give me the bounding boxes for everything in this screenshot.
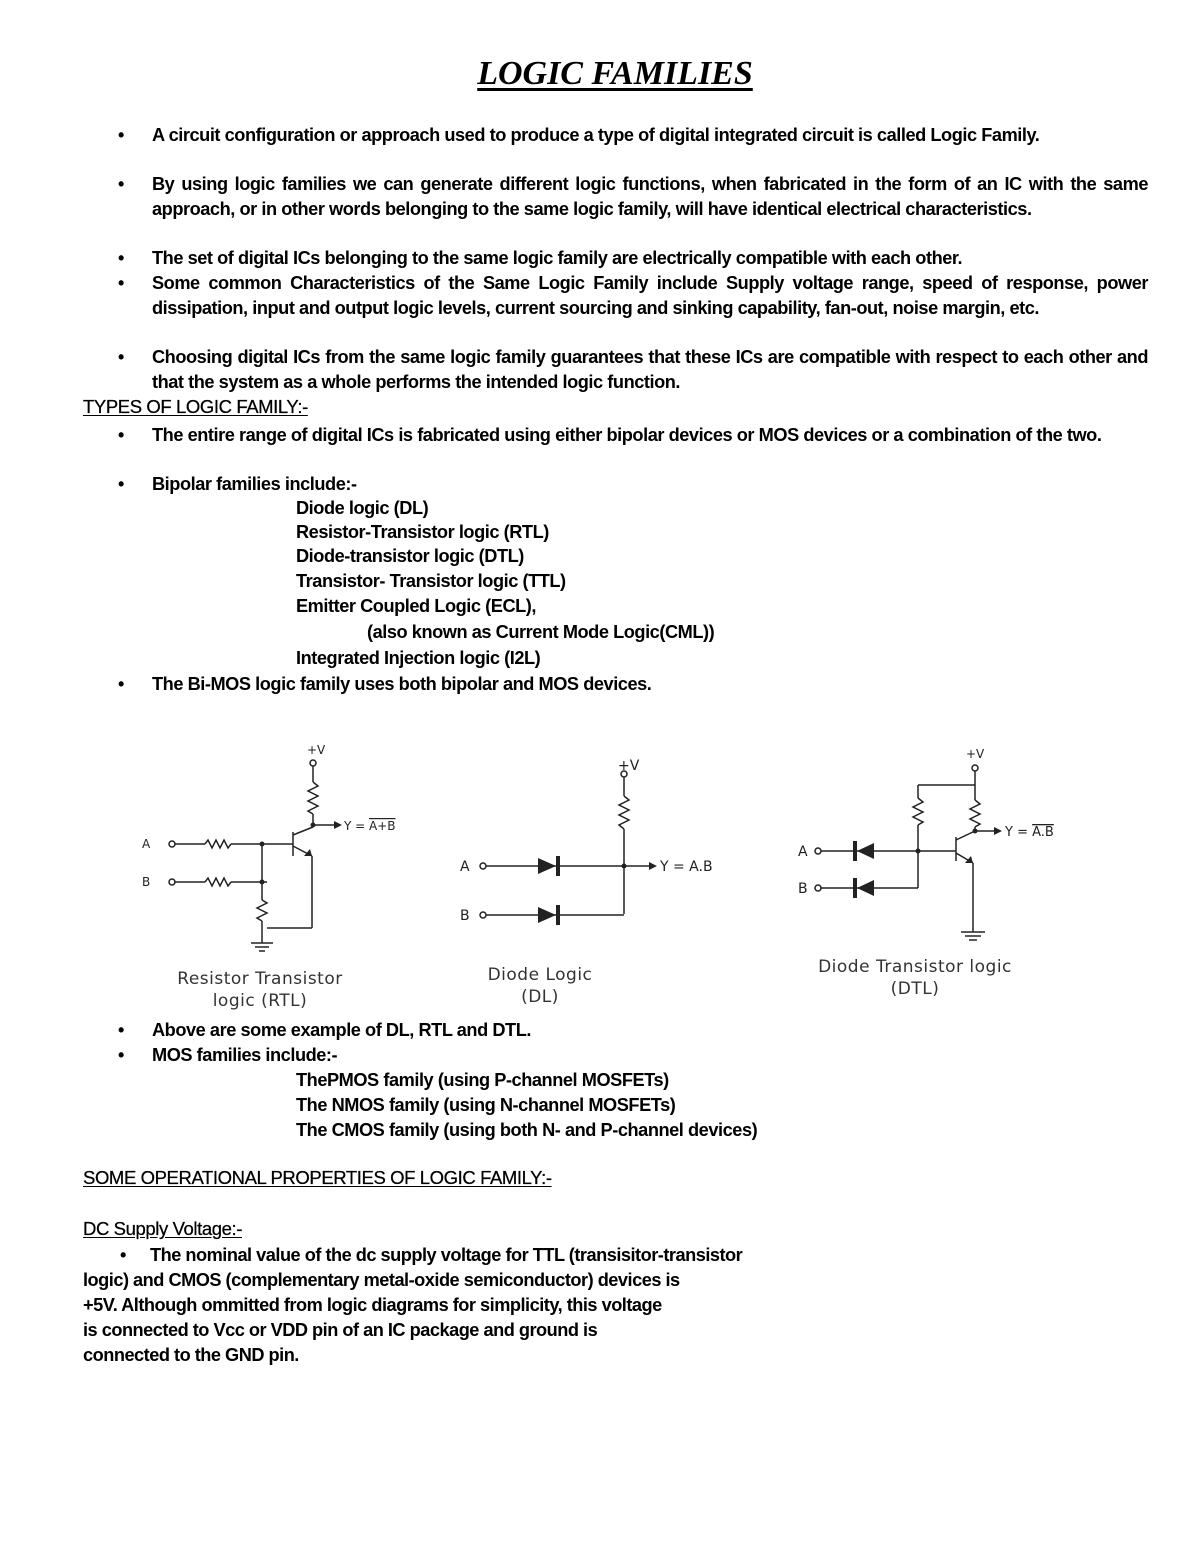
dtl-caption xyxy=(780,956,1050,1000)
dl-supply-label: +V xyxy=(618,758,640,774)
dl-caption-line: Diode Logic xyxy=(487,965,593,985)
rtl-output-expression: A+B xyxy=(369,819,396,833)
mos-item: ThePMOS family (using P-channel MOSFETs) xyxy=(296,1070,669,1090)
dtl-input-a-label: A xyxy=(798,844,808,860)
rtl-input-a-label: A xyxy=(142,837,151,851)
types-bullet: • The Bi-MOS logic family uses both bipolar and MOS devices. xyxy=(152,672,1148,697)
intro-bullet: • Some common Characteristics of the Same Logic Family include Supply voltage range, speed of response, power dissipation, input and output logic levels, current sourcing and sinking capability, fan-out, noise margin, etc. xyxy=(152,271,1148,320)
properties-heading: SOME OPERATIONAL PROPERTIES OF LOGIC FAMILY:- xyxy=(83,1167,552,1188)
dl-caption-line: (DL) xyxy=(521,987,559,1007)
dtl-caption-line: (DTL) xyxy=(890,979,940,999)
dtl-caption-line: Diode Transistor logic xyxy=(818,957,1012,977)
dtl-circuit-diagram xyxy=(790,730,1090,950)
bipolar-item: Diode-transistor logic (DTL) xyxy=(296,546,524,566)
dc-line: • The nominal value of the dc supply voltage for TTL (transisitor-transistor xyxy=(83,1243,853,1268)
intro-bullet: • By using logic families we can generate different logic functions, when fabricated in the form of an IC with the same approach, or in other words belonging to the same logic family, will have identical electrical characteristics. xyxy=(152,172,1148,221)
bipolar-item: (also known as Current Mode Logic(CML)) xyxy=(367,622,715,642)
bipolar-item: Resistor-Transistor logic (RTL) xyxy=(296,522,549,542)
dtl-supply-label: +V xyxy=(966,747,985,761)
dc-supply-paragraph xyxy=(83,1243,853,1368)
rtl-output-label: Y = A+B xyxy=(344,819,396,833)
rtl-input-b-label: B xyxy=(142,875,151,889)
dc-line: logic) and CMOS (complementary metal-oxide semiconductor) devices is xyxy=(83,1270,680,1290)
dtl-output-label: Y = A.B xyxy=(1005,825,1054,840)
dl-circuit-diagram xyxy=(450,730,750,950)
dl-input-b-label: B xyxy=(460,908,470,924)
dl-output-label: Y = A.B xyxy=(660,859,713,875)
dl-caption xyxy=(440,964,640,1008)
types-heading: TYPES OF LOGIC FAMILY:- xyxy=(83,396,308,417)
page-title: LOGIC FAMILIES xyxy=(477,55,753,92)
dtl-output-expression: A.B xyxy=(1032,825,1054,840)
mos-item: The CMOS family (using both N- and P-channel devices) xyxy=(296,1120,758,1140)
bipolar-item: Integrated Injection logic (I2L) xyxy=(296,648,541,668)
bipolar-item: Transistor- Transistor logic (TTL) xyxy=(296,571,566,591)
after-diagram-bullet: • MOS families include:- xyxy=(152,1043,1148,1068)
types-bullet: • Bipolar families include:- xyxy=(152,472,1148,497)
dc-line: connected to the GND pin. xyxy=(83,1345,299,1365)
bipolar-item: Diode logic (DL) xyxy=(296,498,429,518)
mos-item: The NMOS family (using N-channel MOSFETs) xyxy=(296,1095,676,1115)
rtl-circuit-diagram xyxy=(130,730,420,960)
after-diagram-bullet: • Above are some example of DL, RTL and DTL. xyxy=(152,1018,1148,1043)
dtl-input-b-label: B xyxy=(798,881,808,897)
intro-bullet: • The set of digital ICs belonging to the same logic family are electrically compatible with each other. xyxy=(152,246,1148,271)
types-bullet: • The entire range of digital ICs is fabricated using either bipolar devices or MOS devices or a combination of the two. xyxy=(152,423,1148,448)
rtl-supply-label: +V xyxy=(307,743,326,757)
bipolar-item: Emitter Coupled Logic (ECL), xyxy=(296,596,537,616)
rtl-caption xyxy=(130,968,390,1012)
intro-bullet: • Choosing digital ICs from the same logic family guarantees that these ICs are compatible with respect to each other and that the system as a whole performs the intended logic function. xyxy=(152,345,1148,394)
dl-input-a-label: A xyxy=(460,859,470,875)
dc-bullet-icon: • xyxy=(120,1245,126,1265)
rtl-caption-line: logic (RTL) xyxy=(212,991,308,1011)
dc-line: is connected to Vcc or VDD pin of an IC package and ground is xyxy=(83,1320,598,1340)
intro-bullet: • A circuit configuration or approach used to produce a type of digital integrated circuit is called Logic Family. xyxy=(152,123,1148,148)
dc-line: +5V. Although ommitted from logic diagrams for simplicity, this voltage xyxy=(83,1295,662,1315)
dc-supply-heading: DC Supply Voltage:- xyxy=(83,1218,242,1239)
rtl-caption-line: Resistor Transistor xyxy=(177,969,343,989)
